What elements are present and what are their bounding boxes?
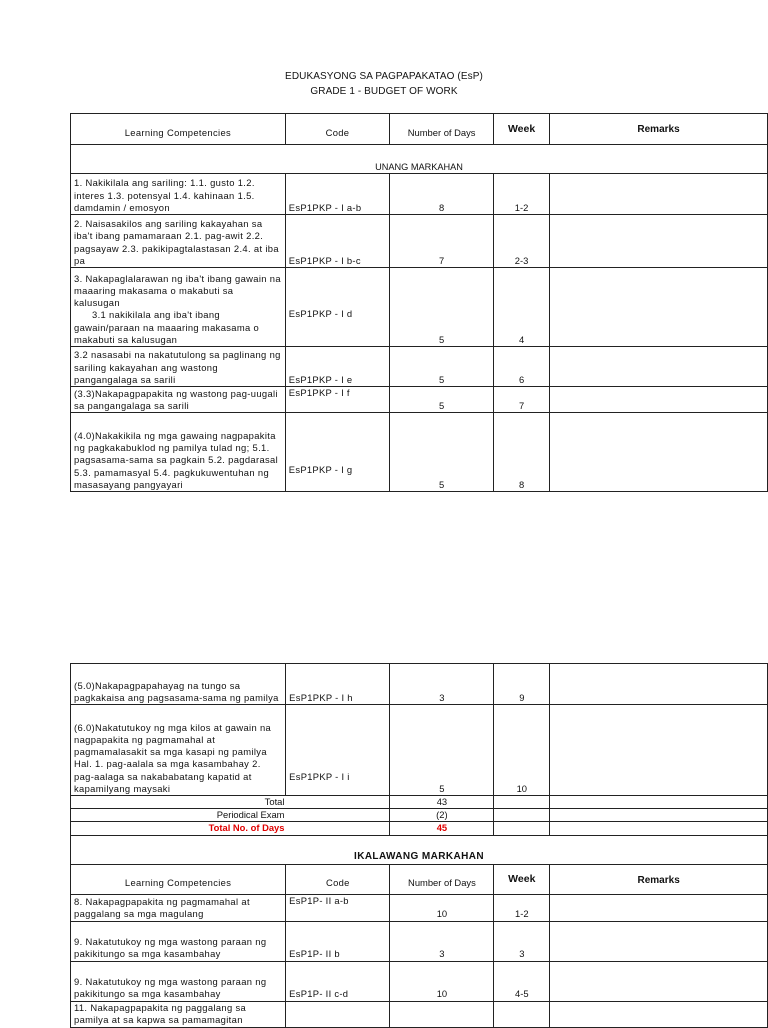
remarks-cell: [550, 921, 768, 961]
week-cell: [494, 822, 550, 835]
code-cell: EsP1P- II c-d: [286, 961, 390, 1001]
header-week: Week: [494, 864, 550, 894]
days-cell: 8: [390, 174, 494, 215]
total-value: 43: [390, 796, 494, 809]
table-row: [71, 961, 768, 1001]
week-cell: 7: [494, 387, 550, 413]
header-week: Week: [494, 114, 550, 145]
competency-cell: (3.3)Nakapagpapakita ng wastong pag-uugali sa pangangalaga sa sarili: [71, 387, 286, 413]
code-cell: EsP1PKP - I b-c: [285, 215, 389, 268]
days-cell: 3: [390, 921, 494, 961]
periodical-label: Periodical Exam: [71, 809, 390, 822]
days-cell: [390, 1001, 494, 1027]
remarks-cell: [550, 215, 768, 268]
periodical-value: (2): [390, 809, 494, 822]
total-row: [71, 796, 768, 809]
remarks-cell: [550, 387, 768, 413]
week-cell: 3: [494, 921, 550, 961]
table-row: [71, 387, 768, 413]
competency-cell: (4.0)Nakakikila ng mga gawaing nagpapakita ng pagkakabuklod ng pamilya tulad ng; 5.1. pagsasama-sama sa pagkain 5.2. pagdarasal 5.3. pamamasyal 5.4. pagkukuwentuhan ng masasayang pangyayari: [71, 413, 286, 492]
periodical-row: [71, 809, 768, 822]
competency-cell: 2. Naisasakilos ang sariling kakayahan sa iba't ibang pamamaraan 2.1. pag-awit 2.2. pagsayaw 2.3. pakikipagtalastasan 2.4. at iba pa: [71, 215, 286, 268]
competency-cell: (6.0)Nakatutukoy ng mga kilos at gawain na nagpapakita ng pagmamahal at pagmamalasakit sa mga kasapi ng pamilya Hal. 1. pag-aalala sa mga kasambahay 2. pag-aalaga sa nakababatang kapatid at kapamilyang maysaki: [71, 705, 286, 796]
code-cell: EsP1P- II a-b: [286, 894, 390, 921]
competency-subtext: 3.1 nakikilala ang iba't ibang gawain/paraan na maaaring makasama o makabuti sa kalusugan: [74, 309, 260, 345]
table-row: [71, 347, 768, 387]
code-cell: EsP1PKP - I g: [285, 413, 389, 492]
week-cell: [494, 796, 550, 809]
remarks-cell: [550, 961, 768, 1001]
code-cell: EsP1PKP - I h: [286, 664, 390, 705]
grand-total-value: 45: [390, 822, 494, 835]
section-row: [71, 835, 768, 864]
days-cell: 5: [390, 705, 494, 796]
days-cell: 5: [390, 413, 494, 492]
week-cell: 4-5: [494, 961, 550, 1001]
days-cell: 5: [390, 268, 494, 347]
code-cell: EsP1PKP - I f: [285, 387, 389, 413]
week-cell: 1-2: [494, 894, 550, 921]
competency-text: 3. Nakapaglalarawan ng iba't ibang gawain na maaaring makasama o makabuti sa kalusugan: [74, 272, 281, 309]
code-cell: EsP1PKP - I i: [286, 705, 390, 796]
week-cell: 4: [494, 268, 550, 347]
section-unang-markahan: UNANG MARKAHAN: [71, 145, 768, 174]
table-row: [71, 215, 768, 268]
competency-cell: 8. Nakapagpapakita ng pagmamahal at paggalang sa mga magulang: [71, 894, 286, 921]
week-cell: [494, 1001, 550, 1027]
days-cell: 5: [390, 387, 494, 413]
remarks-cell: [550, 809, 768, 822]
grand-total-label: Total No. of Days: [71, 822, 390, 835]
section-row: [71, 145, 768, 174]
remarks-cell: [550, 664, 768, 705]
week-cell: 9: [494, 664, 550, 705]
header-row: [71, 864, 768, 894]
table-row: [71, 174, 768, 215]
header-remarks: Remarks: [550, 864, 768, 894]
week-cell: 10: [494, 705, 550, 796]
week-cell: 6: [494, 347, 550, 387]
header-competencies: Learning Competencies: [71, 114, 286, 145]
remarks-cell: [550, 894, 768, 921]
days-cell: 5: [390, 347, 494, 387]
budget-table-quarter1: [70, 113, 768, 492]
header-code: Code: [285, 114, 389, 145]
days-cell: 7: [390, 215, 494, 268]
remarks-cell: [550, 174, 768, 215]
week-cell: 1-2: [494, 174, 550, 215]
competency-cell: 3.2 nasasabi na nakatutulong sa paglinang ng sariling kakayahan ang wastong pangangalaga sa sarili: [71, 347, 286, 387]
competency-cell: 9. Nakatutukoy ng mga wastong paraan ng pakikitungo sa mga kasambahay: [71, 921, 286, 961]
week-cell: [494, 809, 550, 822]
table-row: [71, 894, 768, 921]
code-cell: [286, 1001, 390, 1027]
remarks-cell: [550, 347, 768, 387]
header-remarks: Remarks: [550, 114, 768, 145]
table-row: [71, 268, 768, 347]
remarks-cell: [550, 822, 768, 835]
document-title: EDUKASYONG SA PAGPAPAKATAO (EsP): [285, 71, 483, 82]
competency-cell: 1. Nakikilala ang sariling: 1.1. gusto 1.2. interes 1.3. potensyal 1.4. kahinaan 1.5. damdamin / emosyon: [71, 174, 286, 215]
table-row: [71, 1001, 768, 1027]
header-competencies: Learning Competencies: [71, 864, 286, 894]
code-cell: EsP1PKP - I a-b: [285, 174, 389, 215]
table-row: [71, 664, 768, 705]
days-cell: 3: [390, 664, 494, 705]
days-cell: 10: [390, 894, 494, 921]
remarks-cell: [550, 268, 768, 347]
competency-cell: [71, 268, 286, 347]
grand-total-row: [71, 822, 768, 835]
budget-table-continued: [70, 663, 768, 1028]
code-cell: EsP1PKP - I e: [285, 347, 389, 387]
competency-cell: (5.0)Nakapagpapahayag na tungo sa pagkakaisa ang pagsasama-sama ng pamilya: [71, 664, 286, 705]
days-cell: 10: [390, 961, 494, 1001]
header-code: Code: [286, 864, 390, 894]
header-days: Number of Days: [390, 114, 494, 145]
header-row: [71, 114, 768, 145]
code-cell: EsP1P- II b: [286, 921, 390, 961]
remarks-cell: [550, 413, 768, 492]
section-ikalawang-markahan: IKALAWANG MARKAHAN: [71, 835, 768, 864]
remarks-cell: [550, 1001, 768, 1027]
remarks-cell: [550, 705, 768, 796]
week-cell: 2-3: [494, 215, 550, 268]
total-label: Total: [71, 796, 390, 809]
table-row: [71, 705, 768, 796]
competency-cell: 11. Nakapagpapakita ng paggalang sa pamilya at sa kapwa sa pamamagitan: [71, 1001, 286, 1027]
code-cell: EsP1PKP - I d: [285, 268, 389, 347]
document-subtitle: GRADE 1 - BUDGET OF WORK: [310, 86, 458, 97]
competency-cell: 9. Nakatutukoy ng mga wastong paraan ng pakikitungo sa mga kasambahay: [71, 961, 286, 1001]
remarks-cell: [550, 796, 768, 809]
table-row: [71, 413, 768, 492]
table-row: [71, 921, 768, 961]
week-cell: 8: [494, 413, 550, 492]
header-days: Number of Days: [390, 864, 494, 894]
